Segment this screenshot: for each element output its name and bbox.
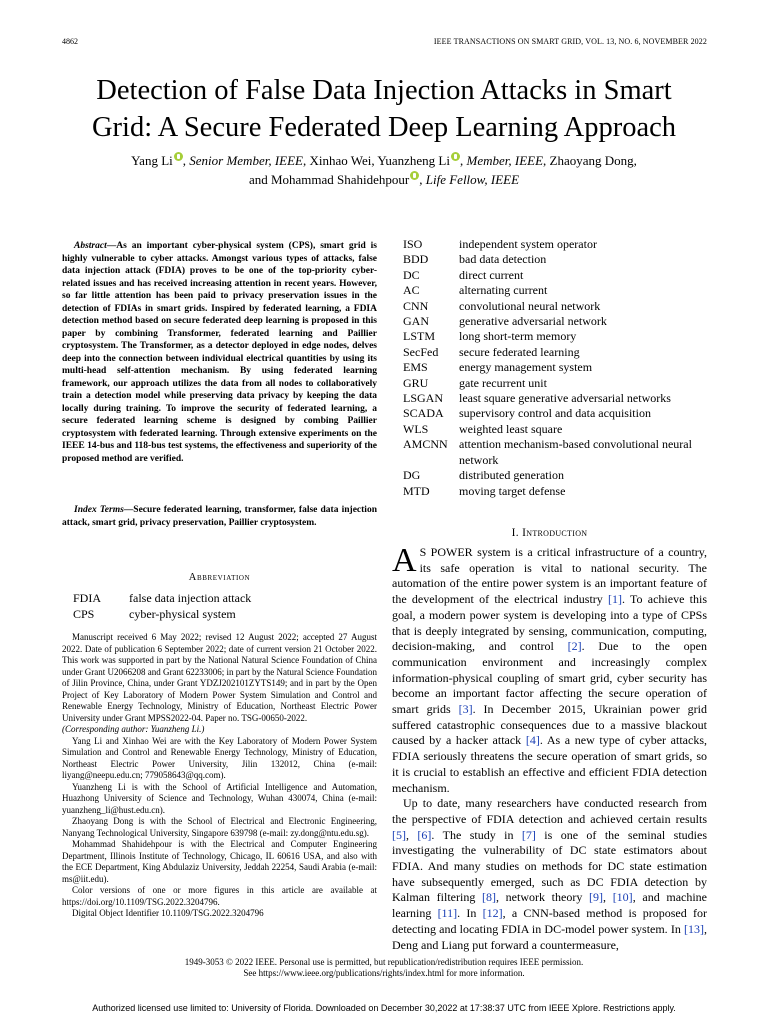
citation-link[interactable]: [8]: [482, 890, 496, 905]
author-1: Yang Li: [131, 153, 173, 168]
abbreviation-key: WLS: [403, 421, 429, 436]
abbreviation-key: GRU: [403, 375, 429, 390]
abbreviation-row: [392, 422, 707, 437]
author-4: Zhaoyang Dong,: [549, 153, 637, 168]
author-5-role: Life Fellow, IEEE: [425, 172, 520, 187]
citation-link[interactable]: [2]: [567, 639, 582, 654]
abbreviation-value: secure federated learning: [459, 344, 580, 359]
corresponding-author: (Corresponding author: Yuanzheng Li.): [62, 724, 205, 734]
author-line-2: and Mohammad Shahidehpour , Life Fellow, IEEE: [248, 172, 520, 187]
footnote-color: Color versions of one or more figures in this article are available at https://doi.org/10.1109/TSG.2022.3204796.: [62, 885, 377, 907]
abbreviation-value: distributed generation: [459, 468, 564, 483]
abbreviation-value: false data injection attack: [129, 591, 252, 605]
abbreviation-value: moving target defense: [459, 483, 566, 498]
index-terms-lead: Index Terms: [74, 505, 124, 515]
abbreviation-value: alternating current: [459, 283, 548, 298]
abbreviation-key: DC: [403, 267, 420, 282]
abbreviation-value: bad data detection: [459, 252, 547, 267]
author-5: and Mohammad Shahidehpour: [248, 172, 410, 187]
copyright-line-1: 1949-3053 © 2022 IEEE. Personal use is permitted, but republication/redistribution requires IEEE permission.: [184, 957, 584, 967]
abbreviation-row: [392, 299, 707, 314]
abbreviation-key: FDIA: [73, 591, 102, 605]
intro-text: , Deng and Liang put forward a countermeasure,: [392, 921, 707, 952]
abbreviation-key: BDD: [403, 252, 429, 267]
citation-link[interactable]: [7]: [521, 827, 536, 842]
abbreviation-row: [392, 484, 707, 499]
index-terms: [62, 504, 377, 529]
abbreviation-value: supervisory control and data acquisition: [459, 406, 651, 421]
citation-link[interactable]: [1]: [608, 592, 623, 607]
copyright-line-2: See https://www.ieee.org/publications/rights/index.html for more information.: [243, 968, 525, 978]
index-terms-text: —Secure federated learning, transformer, false data injection attack, smart grid, privacy preservation, Paillier cryptosystem.: [62, 505, 377, 528]
abbreviation-row: [62, 590, 377, 606]
abbreviation-row: [392, 360, 707, 375]
abbreviation-value: least square generative adversarial networks: [459, 391, 671, 406]
abbreviation-key: EMS: [403, 360, 428, 375]
abbreviation-value: independent system operator: [459, 237, 597, 251]
intro-text: , network theory: [496, 890, 589, 905]
citation-link[interactable]: [11]: [437, 906, 458, 921]
abbreviation-row: [392, 391, 707, 406]
abbreviation-heading: Abbreviation: [188, 572, 251, 583]
citation-link[interactable]: [9]: [589, 890, 603, 905]
footnote-affil-1: Yang Li and Xinhao Wei are with the Key Laboratory of Modern Power System Simulation and Control and Renewable Energy Technology, Ministry of Education, Northeast Electric Power University, Jilin 132012, China (e-mail: liyang@neepu.edu.cn; 779058643@qq.com).: [62, 735, 377, 780]
intro-paragraph-2: [392, 796, 707, 953]
abbreviation-key: SCADA: [403, 406, 444, 421]
abstract: [62, 240, 377, 465]
abbreviation-row: [392, 437, 707, 468]
intro-text: Up to date, many researchers have conducted research from the perspective of FDIA detection and achieved certain results: [392, 796, 707, 826]
introduction-title: Introduction: [522, 527, 588, 539]
intro-text: . To achieve this goal, a modern power system is developing into a type of CPSs that is deeply integrated by sensing, communication, computing, decision-making, and control: [392, 592, 707, 654]
license-notice: Authorized licensed use limited to: University of Florida. Downloaded on December 30,2022 at 17:38:37 UTC from IEEE Xplore. Restrictions apply.: [92, 1003, 676, 1013]
intro-text: ,: [406, 827, 418, 842]
journal-header: IEEE TRANSACTIONS ON SMART GRID, VOL. 13, NO. 6, NOVEMBER 2022: [433, 37, 707, 46]
intro-text: . The study in: [431, 827, 522, 842]
intro-text: . As a new type of cyber attacks, FDIA seriously threatens the secure operation of smart grids, so it is crucial to establish an effective and efficient FDIA detection mechanism.: [392, 733, 707, 795]
abbreviation-key: AMCNN: [403, 437, 448, 452]
author-2: Xinhao Wei: [309, 153, 372, 168]
intro-text: , a CNN-based method is proposed for detecting and locating FDIA in DC-model power system. In: [392, 906, 707, 936]
citation-link[interactable]: [3]: [458, 702, 473, 717]
abbreviation-key: GAN: [403, 314, 429, 329]
abbreviation-value: cyber-physical system: [129, 607, 236, 621]
intro-text: . In December 2015, Ukrainian power grid suffered catastrophic consequences due to a massive blackout caused by a hacker attack: [392, 702, 707, 748]
footnote-corresponding: [62, 724, 377, 736]
abbreviation-row: [392, 237, 707, 252]
abbreviation-row: [392, 345, 707, 360]
abbreviation-value: gate recurrent unit: [459, 375, 547, 390]
paper-title: [40, 72, 728, 146]
abbreviation-key: LSTM: [403, 329, 436, 344]
author-3: Yuanzheng Li: [377, 153, 450, 168]
intro-text: is one of the seminal studies investigating the vulnerability of DC state estimators about FDIA. And many studies on methods for DC state estimation have subsequently emerged, such as DC FDIA detection by Kalman filtering: [392, 827, 707, 905]
footnote-affil-3: Zhaoyang Dong is with the School of Electrical and Electronic Engineering, Nanyang Technological University, Singapore 639798 (e-mail: zy.dong@ntu.edu.sg).: [62, 816, 377, 838]
abbreviation-row: [392, 268, 707, 283]
introduction-heading: [392, 527, 707, 539]
author-line-1: Yang Li , Senior Member, IEEE, Xinhao Wei, Yuanzheng Li , Member, IEEE, Zhaoyang Dong,: [131, 153, 637, 168]
abbreviation-key: CPS: [73, 607, 95, 621]
abbreviation-row: [392, 329, 707, 344]
abbreviation-list-left: [62, 590, 377, 622]
citation-link[interactable]: [6]: [417, 827, 432, 842]
author-3-role: Member, IEEE: [466, 153, 544, 168]
abbreviation-row: [62, 606, 377, 622]
abbreviation-row: [392, 252, 707, 267]
abbreviation-value: generative adversarial network: [459, 314, 607, 329]
abbreviation-value: energy management system: [459, 360, 593, 375]
intro-paragraph-1: [392, 542, 708, 796]
dropcap-letter: A: [392, 542, 417, 579]
footnotes: [62, 632, 377, 920]
author-1-role: Senior Member, IEEE: [189, 153, 303, 168]
intro-text: ,: [603, 890, 613, 905]
abbreviation-value: direct current: [459, 267, 524, 282]
introduction-body: [392, 542, 708, 953]
title-line-2: Grid: A Secure Federated Deep Learning Approach: [91, 112, 677, 143]
orcid-icon[interactable]: [410, 171, 419, 180]
orcid-icon[interactable]: [451, 152, 460, 161]
abbreviation-row: [392, 468, 707, 483]
footnote-affil-4: Mohammad Shahidehpour is with the Electrical and Computer Engineering Department, Illinois Institute of Technology, Chicago, IL 60616 USA, and also with the ECE Department, King Abdulaziz University, Jeddah 22254, Saudi Arabia (e-mail: ms@iit.edu).: [62, 839, 377, 884]
introduction-number: I.: [511, 527, 519, 539]
footnote-doi: Digital Object Identifier 10.1109/TSG.2022.3204796: [72, 908, 264, 918]
author-list: [40, 151, 728, 189]
abbreviation-key: CNN: [403, 298, 429, 313]
abbreviation-row: [392, 406, 707, 421]
title-line-1: Detection of False Data Injection Attacks in Smart: [96, 75, 672, 106]
intro-text: , and machine learning: [392, 890, 708, 921]
footnote-manuscript: [62, 632, 377, 724]
abbreviation-key: DG: [403, 468, 421, 483]
abbreviation-row: [392, 314, 707, 329]
abbreviation-key: MTD: [403, 483, 430, 498]
abstract-lead: Abstract: [74, 241, 107, 251]
page-number: 4862: [62, 37, 78, 46]
copyright-notice: [40, 957, 728, 979]
abbreviation-key: ISO: [403, 237, 423, 251]
citation-link[interactable]: [10]: [612, 890, 633, 905]
abbreviation-key: AC: [403, 283, 420, 298]
abbreviation-row: [392, 376, 707, 391]
abbreviation-value: convolutional neural network: [459, 298, 601, 313]
intro-text: . Due to the open communication environment and increasingly complex information-physical coupling of smart grid, cyber security has become an important factor affecting the secure operation of smart grids: [392, 639, 708, 717]
citation-link[interactable]: [13]: [684, 921, 704, 936]
footnote-affil-2: Yuanzheng Li is with the School of Artificial Intelligence and Automation, Huazhong University of Science and Technology, Wuhan 430074, China (e-mail: yuanzheng_li@hust.edu.cn).: [62, 781, 377, 815]
citation-link[interactable]: [5]: [392, 827, 406, 842]
orcid-icon[interactable]: [174, 152, 183, 161]
intro-text: S POWER system is a critical infrastructure of a country, its safe operation is vital to national security. The automation of the entire power system is an important feature of the development of the electrical industry: [392, 545, 707, 607]
citation-link[interactable]: [4]: [525, 733, 540, 748]
abstract-text: —As an important cyber-physical system (CPS), smart grid is highly vulnerable to cyber attacks. Amongst various types of attacks, false data injection attack (FDIA) proves to be one of the top-priority cyber-related issues and has received increasing attention in recent years. However, so far little attention has been paid to privacy preservation issues in the detection of FDIAs in smart grids. Inspired by federated learning, a FDIA detection method based on secure federated deep learning is proposed in this paper by combining Transformer, federated learning and Paillier cryptosystem. The Transformer, as a detector deployed in edge nodes, delves deep into the connection between individual electrical quantities by using its multi-head self-attention mechanism. By using federated learning framework, our approach utilizes the data from all nodes to collaboratively train a detection model while preserving data privacy by keeping the data locally during training. To improve the security of federated learning, a secure federated learning scheme is designed by combing Paillier cryptosystem with federated learning. Through extensive experiments on the IEEE 14-bus and 118-bus test systems, the effectiveness and superiority of the proposed method are verified.: [62, 241, 377, 464]
abbreviation-value: weighted least square: [459, 421, 563, 436]
intro-text: . In: [457, 906, 483, 921]
footnote-manuscript-text: Manuscript received 6 May 2022; revised 12 August 2022; accepted 27 August 2022. Date of publication 6 September 2022; date of current version 21 October 2022. This work was supported in part by the National Natural Science Foundation of China under Grant U2066208 and Grant 62233006; in part by the Natural Science Foundation of Jilin Province, China, under Grant YDZJ202101ZYTS149; and in part by the Open Project of Key Laboratory of Modern Power System Simulation and Control and Renewable Energy Technology, Ministry of Education, Northeast Electric Power University under Grant MPSS2022-04. Paper no. TSG-00650-2022.: [62, 632, 377, 723]
abbreviation-key: LSGAN: [403, 391, 444, 406]
abbreviation-value: long short-term memory: [459, 329, 577, 344]
abbreviation-list-right: [392, 237, 707, 499]
abbreviation-key: SecFed: [403, 344, 439, 359]
citation-link[interactable]: [12]: [482, 906, 503, 921]
abbreviation-value: attention mechanism-based convolutional neural network: [459, 437, 692, 467]
abbreviation-row: [392, 283, 707, 298]
